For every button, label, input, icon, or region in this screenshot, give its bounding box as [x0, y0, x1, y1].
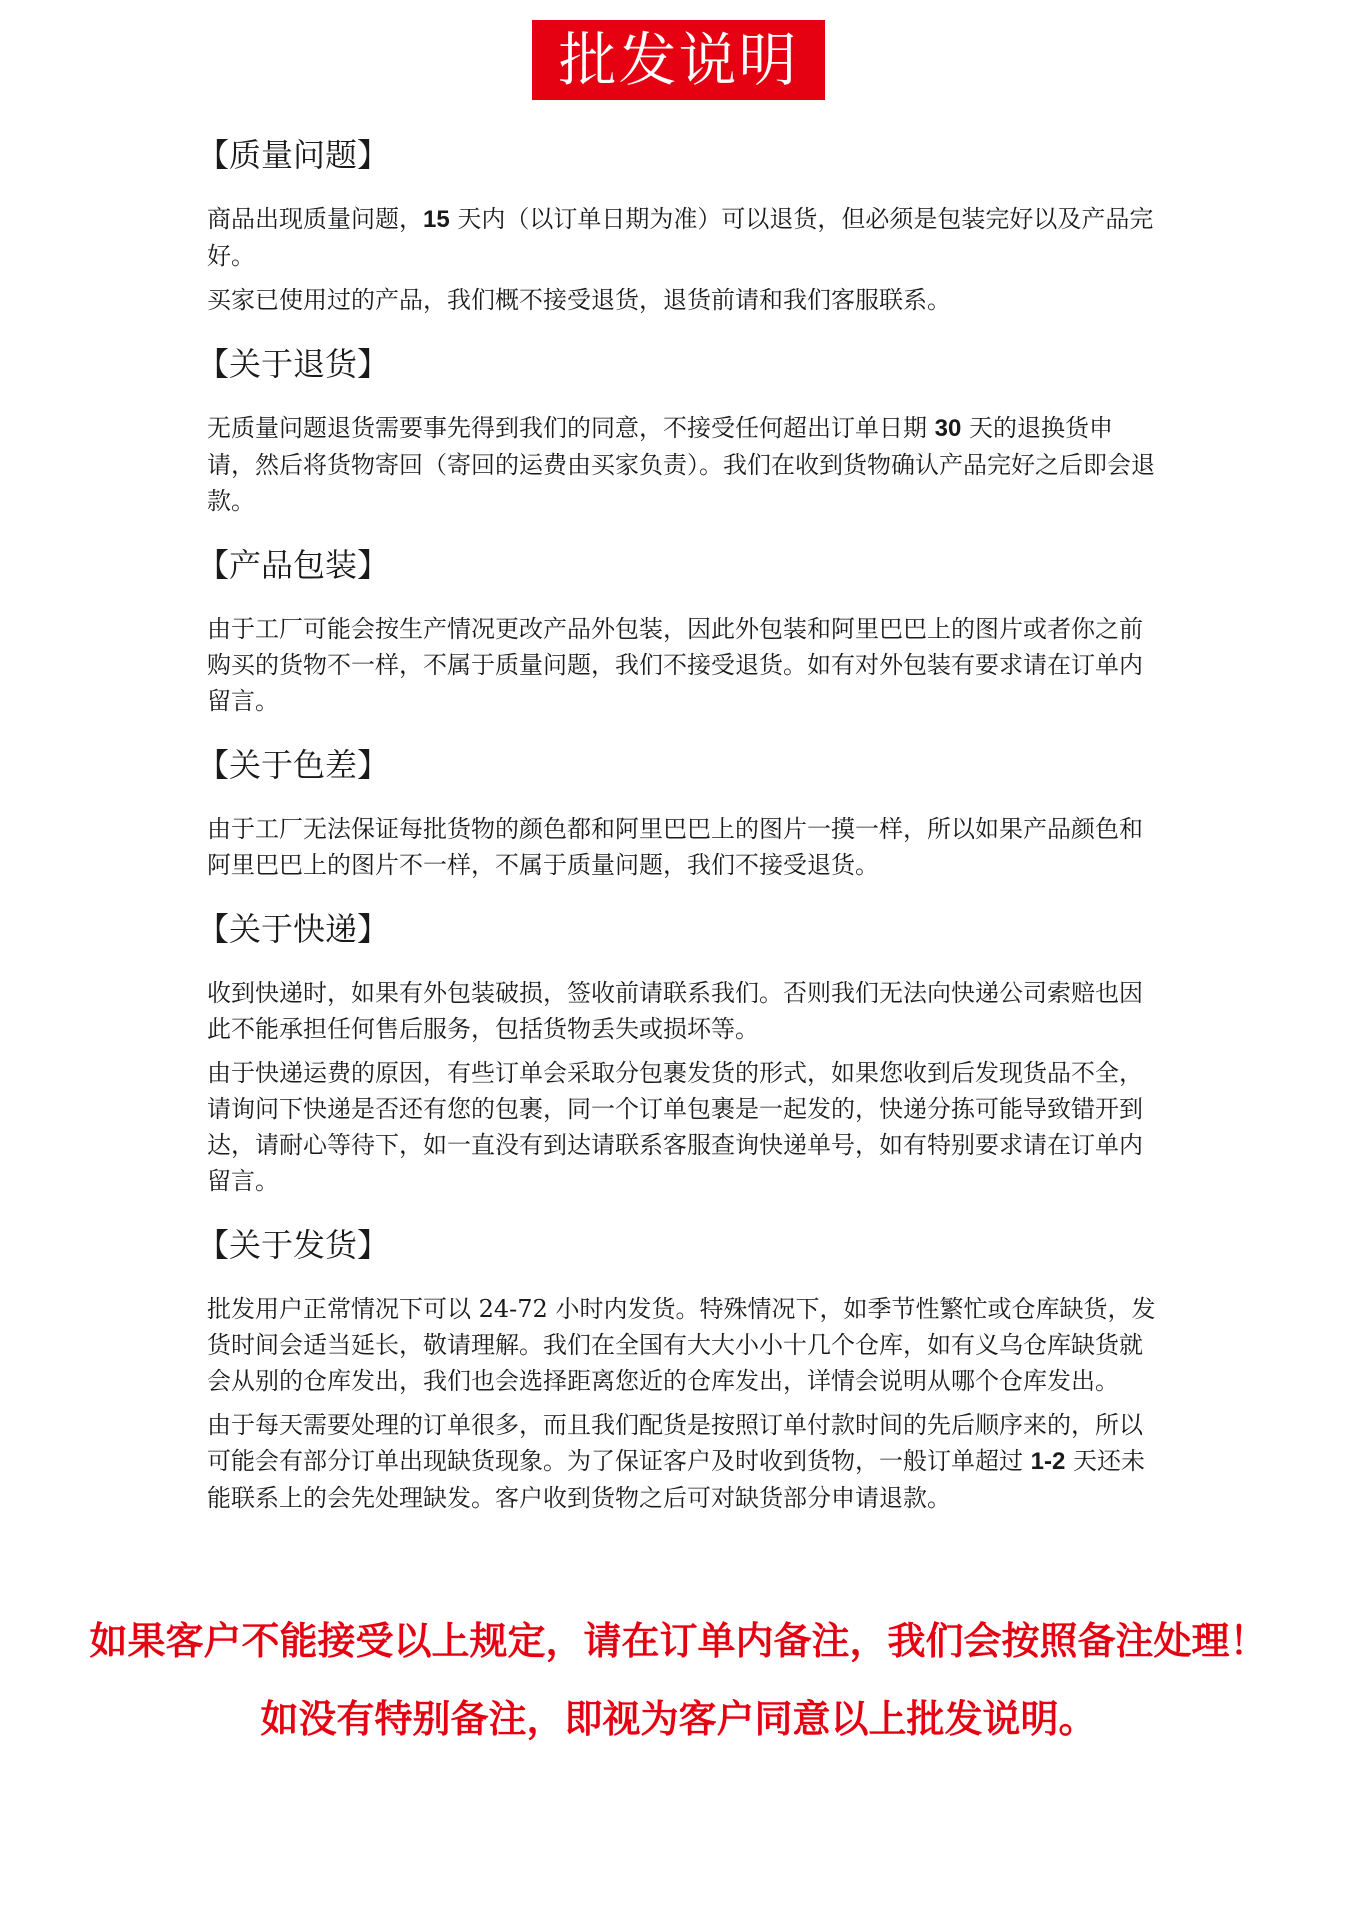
title-bar	[0, 20, 1357, 100]
section-heading: 【产品包装】	[197, 546, 390, 584]
section-paragraph: 由于工厂可能会按生产情况更改产品外包装，因此外包装和阿里巴巴上的图片或者你之前购买的货物不一样，不属于质量问题，我们不接受退货。如有对外包装有要求请在订单内留言。	[207, 615, 1143, 715]
section-packaging	[197, 545, 1157, 719]
section-heading: 【质量问题】	[197, 136, 390, 174]
section-shipping	[197, 1225, 1157, 1516]
section-paragraph: 批发用户正常情况下可以 24-72 小时内发货。特殊情况下，如季节性繁忙或仓库缺货，发货时间会适当延长，敬请理解。我们在全国有大大小小十几个仓库，如有义乌仓库缺货就会从别的仓库发出，我们也会选择距离您近的仓库发出，详情会说明从哪个仓库发出。	[207, 1295, 1156, 1395]
bold-number: 30	[934, 415, 962, 442]
bold-number: 1-2	[1030, 1448, 1066, 1475]
section-paragraph: 由于每天需要处理的订单很多，而且我们配货是按照订单付款时间的先后顺序来的，所以可能会有部分订单出现缺货现象。为了保证客户及时收到货物，一般订单超过 1-2 天还未能联系上的会先处理缺发。客户收到货物之后可对缺货部分申请退款。	[207, 1411, 1145, 1512]
section-paragraph: 买家已使用过的产品，我们概不接受退货，退货前请和我们客服联系。	[207, 286, 951, 314]
section-paragraph: 由于快递运费的原因，有些订单会采取分包裹发货的形式，如果您收到后发现货品不全，请询问下快递是否还有您的包裹，同一个订单包裹是一起发的，快递分拣可能导致错开到达，请耐心等待下，如一直没有到达请联系客服查询快递单号，如有特别要求请在订单内留言。	[207, 1059, 1143, 1195]
section-paragraph: 收到快递时，如果有外包装破损，签收前请联系我们。否则我们无法向快递公司索赔也因此不能承担任何售后服务，包括货物丢失或损坏等。	[207, 979, 1143, 1043]
section-color-difference	[197, 745, 1157, 883]
section-heading: 【关于退货】	[197, 345, 390, 383]
notice-line-1: 如果客户不能接受以上规定，请在订单内备注，我们会按照备注处理！	[89, 1619, 1268, 1663]
section-heading: 【关于色差】	[197, 746, 390, 784]
page-title: 批发说明	[532, 20, 824, 100]
section-heading: 【关于快递】	[197, 910, 390, 948]
section-paragraph: 由于工厂无法保证每批货物的颜色都和阿里巴巴上的图片一摸一样，所以如果产品颜色和阿里巴巴上的图片不一样，不属于质量问题，我们不接受退货。	[207, 815, 1143, 879]
section-returns	[197, 344, 1157, 519]
section-express	[197, 909, 1157, 1199]
notice-line-2: 如没有特别备注，即视为客户同意以上批发说明。	[260, 1697, 1097, 1741]
policy-content	[197, 135, 1157, 1542]
section-paragraph: 无质量问题退货需要事先得到我们的同意，不接受任何超出订单日期 30 天的退换货申请，然后将货物寄回（寄回的运费由买家负责）。我们在收到货物确认产品完好之后即会退款。	[207, 414, 1155, 515]
bold-number: 15	[423, 206, 450, 233]
section-paragraph: 商品出现质量问题，15 天内（以订单日期为准）可以退货，但必须是包装完好以及产品完好。	[207, 205, 1154, 270]
section-heading: 【关于发货】	[197, 1226, 390, 1264]
section-quality	[197, 135, 1157, 318]
